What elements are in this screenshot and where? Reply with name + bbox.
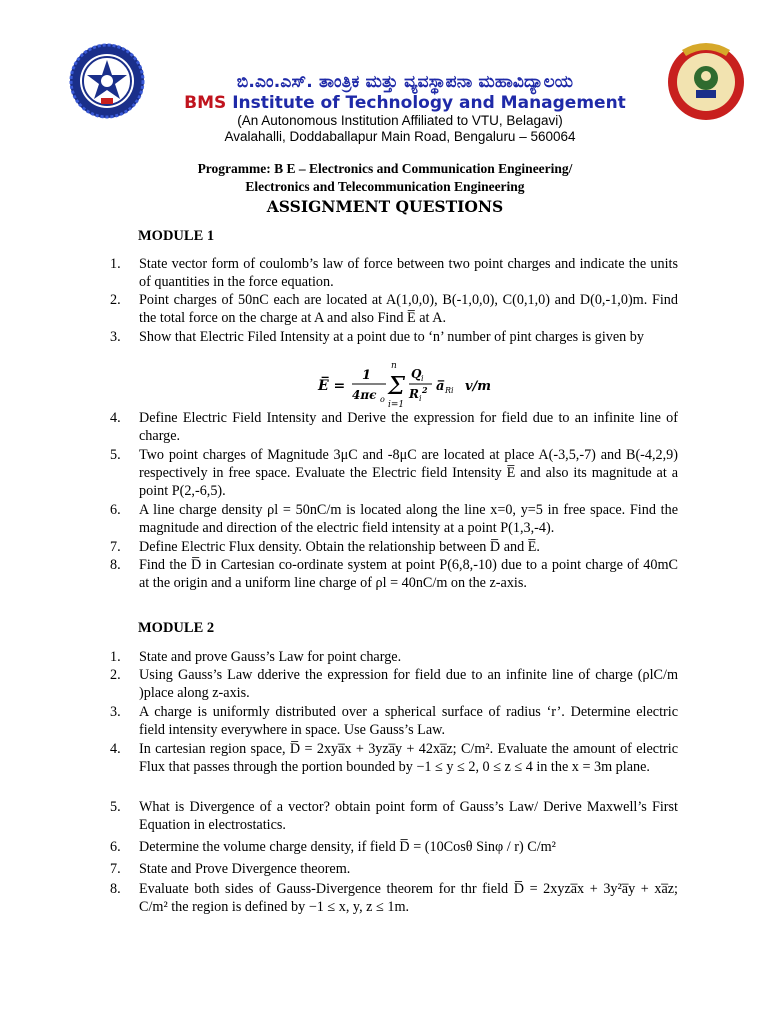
page-title: ASSIGNMENT QUESTIONS	[266, 197, 504, 216]
question-number: 2.	[110, 292, 121, 308]
svg-text:a̅: a̅	[436, 379, 445, 394]
module-2-question-7	[110, 860, 678, 878]
question-text: State and Prove Divergence theorem.	[139, 861, 351, 877]
institute-left-logo	[68, 42, 146, 120]
svg-text:v/m: v/m	[465, 379, 492, 394]
svg-text:n: n	[391, 361, 397, 371]
question-number: 4.	[110, 410, 121, 426]
question-text: Point charges of 50nC each are located at A(1,0,0), B(-1,0,0), C(0,1,0) and D(0,-1,0)m. Find the total force on the charge at A and also Find E̅ at A.	[139, 292, 678, 326]
question-text: Show that Electric Filed Intensity at a point due to ‘n’ number of pint charges is given by	[139, 329, 644, 345]
institute-name-bms: BMS	[184, 93, 227, 113]
module-1-question-2	[110, 291, 678, 327]
module-1-question-3	[110, 328, 678, 346]
module-2-question-3	[110, 703, 678, 739]
programme-line-1: Programme: B E – Electronics and Communication Engineering/	[197, 161, 573, 176]
question-text: Using Gauss’s Law dderive the expression for field due to an infinite line of charge (ρlC/m )place along z-axis.	[139, 667, 678, 701]
svg-text:R: R	[409, 387, 419, 401]
question-number: 5.	[110, 799, 121, 815]
question-text: A charge is uniformly distributed over a spherical surface of radius ‘r’. Determine electric field intensity everywhere in space. Use Gauss’s Law.	[139, 704, 678, 738]
question-text: Determine the volume charge density, if field D̅ = (10Cosθ Sinφ / r) C/m²	[139, 839, 556, 855]
question-text: State vector form of coulomb’s law of force between two point charges and indicate the units of quantities in the force equation.	[139, 256, 678, 290]
institute-name-rest: Institute of Technology and Management	[226, 93, 626, 113]
svg-text:Q: Q	[411, 367, 422, 381]
question-text: State and prove Gauss’s Law for point charge.	[139, 649, 402, 665]
module-1-question-6	[110, 501, 678, 537]
svg-text:1: 1	[362, 368, 372, 383]
module-1-question-5	[110, 446, 678, 500]
question-number: 2.	[110, 667, 121, 683]
institute-address: Avalahalli, Doddaballapur Main Road, Bengaluru – 560064	[224, 129, 576, 144]
question-text: Two point charges of Magnitude 3μC and -8μC are located at place A(-3,5,-7) and B(-4,2,9) respectively in free space. Evaluate the Electric field Intensity E̅ and also its magnitude at a point P(2,-6,5).	[139, 447, 678, 499]
module-2-question-6	[110, 838, 678, 856]
electric-field-formula	[318, 361, 518, 410]
module-1-question-8	[110, 556, 678, 592]
module-2-question-5	[110, 798, 678, 834]
svg-text:i: i	[421, 374, 424, 383]
question-number: 1.	[110, 256, 121, 272]
module-2-question-4	[110, 740, 678, 776]
svg-text:o: o	[380, 395, 385, 404]
question-text: In cartesian region space, D̅ = 2xya̅x + 3yza̅y + 42xa̅z; C/m². Evaluate the amount of electric Flux that passes through the portion bounded by −1 ≤ y ≤ 2, 0 ≤ z ≤ 4 in the x = 3m plane.	[139, 741, 678, 775]
question-number: 7.	[110, 861, 121, 877]
svg-text:2: 2	[422, 385, 428, 395]
svg-text:i=1: i=1	[388, 400, 405, 410]
institute-name-kannada: ಬಿ.ಎಂ.ಎಸ್. ತಾಂತ್ರಿಕ ಮತ್ತು ವ್ಯವಸ್ಥಾಪನಾ ಮಹಾವಿದ್ಯಾಲಯ	[236, 72, 574, 92]
question-text: Define Electric Flux density. Obtain the relationship between D̅ and E̅.	[139, 539, 540, 555]
question-text: What is Divergence of a vector? obtain point form of Gauss’s Law/ Derive Maxwell’s First Equation in electrostatics.	[139, 799, 678, 833]
module-1-heading: MODULE 1	[138, 228, 215, 244]
question-number: 8.	[110, 881, 121, 897]
question-number: 5.	[110, 447, 121, 463]
module-2-question-2	[110, 666, 678, 702]
question-number: 3.	[110, 329, 121, 345]
question-number: 3.	[110, 704, 121, 720]
institute-name	[165, 93, 645, 113]
module-2-question-8	[110, 880, 678, 916]
question-text: Evaluate both sides of Gauss-Divergence theorem for thr field D̅ = 2xyza̅x + 3y²a̅y + xa̅z; C/m² the region is defined by −1 ≤ x, y, z ≤ 1m.	[139, 881, 678, 915]
module-1-question-4	[110, 409, 678, 445]
institute-affiliation: (An Autonomous Institution Affiliated to VTU, Belagavi)	[237, 113, 563, 128]
question-number: 7.	[110, 539, 121, 555]
module-1-question-7	[110, 538, 678, 556]
programme-line-2: Electronics and Telecommunication Engineering	[245, 179, 525, 194]
question-text: Define Electric Field Intensity and Derive the expression for field due to an infinite line of charge.	[139, 410, 678, 444]
question-text: Find the D̅ in Cartesian co-ordinate system at point P(6,8,-10) due to a point charge of 40mC at the origin and a uniform line charge of ρl = 40nC/m on the z-axis.	[139, 557, 678, 591]
question-number: 4.	[110, 741, 121, 757]
svg-text:E̅ =: E̅ =	[318, 378, 346, 394]
question-number: 6.	[110, 839, 121, 855]
svg-text:Ri: Ri	[445, 386, 454, 395]
module-2-heading: MODULE 2	[138, 620, 215, 636]
institute-right-logo	[666, 38, 746, 122]
svg-text:Σ: Σ	[388, 372, 405, 400]
module-1-question-1	[110, 255, 678, 291]
svg-text:i: i	[419, 394, 422, 403]
question-number: 6.	[110, 502, 121, 518]
question-text: A line charge density ρl = 50nC/m is located along the line x=0, y=5 in free space. Find the magnitude and direction of the electric field intensity at a point P(1,3,-4).	[139, 502, 678, 536]
svg-text:4πϵ: 4πϵ	[352, 388, 377, 402]
question-number: 1.	[110, 649, 121, 665]
question-number: 8.	[110, 557, 121, 573]
module-2-question-1	[110, 648, 678, 666]
